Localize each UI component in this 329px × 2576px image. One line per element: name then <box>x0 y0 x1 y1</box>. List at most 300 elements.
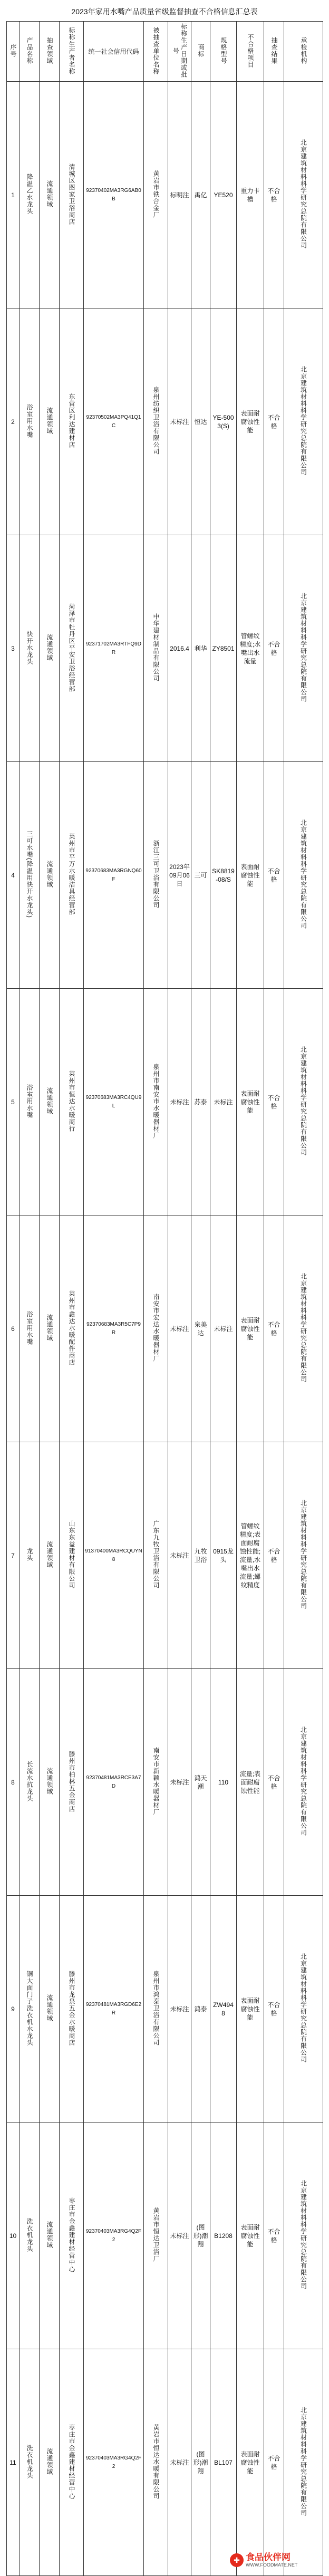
cell-text-code: 92370481MA3RCE3A7D <box>86 1774 141 1789</box>
cell-text-item: 流量;表面耐腐蚀性能 <box>239 1770 261 1794</box>
watermark-url: WWW.FOODMATE.NET <box>246 2562 298 2568</box>
cell-text-inst: 北京建筑材料科学研究总院有限公司 <box>299 819 307 929</box>
cell-text-unit: 泉州市南安市水暖器材厂 <box>152 1063 160 1139</box>
cell-model <box>210 1896 237 2122</box>
cell-text-code: 92370403MA3RG4Q2F2 <box>85 2455 142 2469</box>
cell-text-item: 重力卡槽 <box>240 187 260 203</box>
table-row <box>7 82 323 308</box>
cell-text-no: 9 <box>11 2005 15 2013</box>
column-header-label: 序号 <box>9 44 17 57</box>
cell-text-maker: 枣庄市金鑫建材经营中心 <box>68 2197 75 2273</box>
cell-text-inst: 北京建筑材料科学研究总院有限公司 <box>299 2180 307 2290</box>
cell-item <box>237 1669 264 1896</box>
cell-text-model: 未标注 <box>214 1325 233 1333</box>
cell-text-code: 92371702MA3RTFQ9DR <box>86 641 141 655</box>
cell-text-unit: 南安市宏达水暖器材厂 <box>152 1294 160 1362</box>
cell-model <box>210 2349 237 2576</box>
column-header-label: 标称生产日期或批号 <box>172 23 188 78</box>
cell-date <box>168 762 191 989</box>
cell-text-no: 11 <box>9 2458 16 2466</box>
column-header-label: 商标 <box>197 44 205 57</box>
cell-text-maker: 枣庄市金鑫建材经营中心 <box>68 2424 75 2500</box>
column-header <box>84 22 144 82</box>
cell-text-area: 流通领域 <box>46 1087 53 1115</box>
column-header-label: 被抽查单位名称 <box>152 26 160 75</box>
cell-brand <box>191 1669 210 1896</box>
cell-text-unit: 中华建材制品有限公司 <box>152 613 160 682</box>
cell-text-model: ZY8501 <box>212 644 235 652</box>
cell-text-unit: 南安市新颖水暖器材厂 <box>152 1747 160 1816</box>
cell-model <box>210 308 237 535</box>
cell-product <box>20 1669 40 1896</box>
cell-code <box>84 2349 144 2576</box>
cell-text-result: 不合格 <box>267 640 280 657</box>
cell-text-product: 长流水抗龙头 <box>26 1761 33 1802</box>
cell-text-no: 5 <box>11 1098 15 1106</box>
cell-text-date: 未标注 <box>170 418 189 426</box>
cell-model <box>210 989 237 1215</box>
cell-text-model: 0915龙头 <box>213 1547 234 1564</box>
cell-text-date: 未标注 <box>170 1778 189 1786</box>
cell-text-item: 表面耐腐蚀性能 <box>240 2450 260 2475</box>
cell-product <box>20 1442 40 1669</box>
cell-text-no: 4 <box>11 871 15 879</box>
cell-inst <box>284 1215 323 1442</box>
cell-area <box>40 308 60 535</box>
cell-text-code: 92370683MA3RC4QU9L <box>85 1094 142 1109</box>
cell-text-inst: 北京建筑材料科学研究总院有限公司 <box>299 593 307 702</box>
cell-area <box>40 762 60 989</box>
cell-text-brand: 泉美达 <box>194 1320 207 1337</box>
cell-code <box>84 535 144 762</box>
cell-text-result: 不合格 <box>267 1547 280 1564</box>
cell-product <box>20 82 40 308</box>
cell-area <box>40 2122 60 2349</box>
cell-unit <box>144 82 168 308</box>
cell-maker <box>60 2349 84 2576</box>
cell-brand <box>191 82 210 308</box>
cell-maker <box>60 989 84 1215</box>
cell-text-area: 流通领域 <box>46 407 53 435</box>
cell-text-product: 洗衣机龙头 <box>26 2444 33 2479</box>
cell-unit <box>144 535 168 762</box>
cell-text-model: SK8819-08/S <box>212 867 235 883</box>
cell-product <box>20 2349 40 2576</box>
cell-product <box>20 535 40 762</box>
cell-model <box>210 762 237 989</box>
cell-area <box>40 1215 60 1442</box>
column-header <box>144 22 168 82</box>
cell-text-no: 8 <box>11 1778 15 1786</box>
cell-code <box>84 762 144 989</box>
cell-area <box>40 1896 60 2122</box>
cell-model <box>210 82 237 308</box>
cell-brand <box>191 535 210 762</box>
cell-text-brand: 三可 <box>194 871 207 879</box>
cell-maker <box>60 308 84 535</box>
cell-product <box>20 1215 40 1442</box>
cell-text-item: 表面耐腐蚀性能 <box>240 863 260 887</box>
cell-text-area: 流通领域 <box>46 1994 53 2022</box>
cell-text-maker: 莱州市鑫达水暖配件商店 <box>68 1290 75 1366</box>
cell-no <box>7 762 20 989</box>
cell-inst <box>284 535 323 762</box>
cell-unit <box>144 1669 168 1896</box>
cell-text-maker: 滕州市柏林五金商店 <box>68 1750 75 1812</box>
cell-text-area: 流通领域 <box>46 1768 53 1795</box>
cell-brand <box>191 989 210 1215</box>
cell-text-brand: (图形)潮翔 <box>193 2223 208 2248</box>
cell-brand <box>191 2349 210 2576</box>
cell-date <box>168 308 191 535</box>
header-row <box>7 22 323 82</box>
cell-item <box>237 535 264 762</box>
cell-text-model: YE520 <box>214 191 233 199</box>
cell-inst <box>284 1896 323 2122</box>
cell-text-product: 洗衣机龙头 <box>26 2217 33 2252</box>
cell-code <box>84 989 144 1215</box>
cell-item <box>237 308 264 535</box>
cell-text-brand: 苏泰 <box>194 1098 207 1106</box>
cell-text-inst: 北京建筑材料科学研究总院有限公司 <box>299 2407 307 2516</box>
cell-text-model: 110 <box>218 1778 229 1786</box>
cell-inst <box>284 2349 323 2576</box>
cell-maker <box>60 1896 84 2122</box>
cell-no <box>7 2122 20 2349</box>
cell-inst <box>284 82 323 308</box>
cell-text-product: 龙头 <box>26 1548 33 1561</box>
column-header <box>284 22 323 82</box>
cell-text-brand: 恒达 <box>194 418 207 426</box>
cell-product <box>20 2122 40 2349</box>
cell-area <box>40 82 60 308</box>
cell-inst <box>284 2122 323 2349</box>
cell-maker <box>60 1669 84 1896</box>
cell-no <box>7 1215 20 1442</box>
cell-result <box>264 2122 284 2349</box>
cell-text-result: 不合格 <box>267 2227 280 2244</box>
cell-area <box>40 2349 60 2576</box>
cell-brand <box>191 308 210 535</box>
column-header-label: 抽查领域 <box>46 37 53 64</box>
cell-text-no: 10 <box>9 2232 17 2240</box>
cell-text-model: B1208 <box>214 2232 233 2240</box>
cell-unit <box>144 1442 168 1669</box>
cell-no <box>7 308 20 535</box>
cell-model <box>210 1215 237 1442</box>
table-row <box>7 1896 323 2122</box>
cell-text-code: 92370481MA3RGD6E2R <box>85 2001 142 2016</box>
cell-unit <box>144 308 168 535</box>
cell-brand <box>191 1896 210 2122</box>
cell-text-inst: 北京建筑材料科学研究总院有限公司 <box>299 1046 307 1156</box>
cell-text-item: 表面耐腐蚀性能 <box>240 409 260 434</box>
column-header-label: 产品名称 <box>26 37 33 64</box>
cell-text-date: 未标注 <box>170 2232 189 2240</box>
cell-result <box>264 308 284 535</box>
cell-result <box>264 1215 284 1442</box>
cell-date <box>168 1896 191 2122</box>
cell-text-maker: 莱州市平万水暖洁具经营部 <box>68 833 75 915</box>
cell-text-maker: 莱州市恒达水暖商行 <box>68 1070 75 1132</box>
cell-text-maker: 菏泽市牡丹区平安卫浴经营部 <box>68 603 75 692</box>
cell-item <box>237 2122 264 2349</box>
cell-text-date: 2016.4 <box>170 644 189 652</box>
cell-text-unit: 广东九牧卫浴有限公司 <box>152 1520 160 1589</box>
cell-text-item: 管螺纹精度;水嘴出水流量 <box>239 632 261 665</box>
cell-text-area: 流通领域 <box>46 2448 53 2475</box>
column-header <box>237 22 264 82</box>
cell-model <box>210 2122 237 2349</box>
column-header <box>264 22 284 82</box>
cell-product <box>20 308 40 535</box>
cell-maker <box>60 1215 84 1442</box>
cell-product <box>20 989 40 1215</box>
cell-text-no: 1 <box>11 191 15 199</box>
cell-text-product: 浴室用水嘴 <box>26 1084 33 1118</box>
column-header <box>191 22 210 82</box>
cell-text-model: BL107 <box>214 2458 233 2466</box>
cell-maker <box>60 762 84 989</box>
cell-text-date: 未标注 <box>170 1098 189 1106</box>
table-row <box>7 308 323 535</box>
cell-text-brand: 鸿天潮 <box>194 1774 207 1790</box>
cell-text-inst: 北京建筑材料科学研究总院有限公司 <box>299 366 307 476</box>
cell-date <box>168 2349 191 2576</box>
cell-text-product: 三可水嘴(降温用快开水龙头) <box>26 831 33 918</box>
cell-text-code: 92370683MA3RGNQ60F <box>85 867 142 882</box>
column-header-label: 统一社会信用代码 <box>88 47 139 55</box>
cell-result <box>264 1896 284 2122</box>
watermark <box>230 2551 325 2569</box>
cell-text-code: 92370402MA3RG6AB0B <box>86 187 141 202</box>
cell-code <box>84 1896 144 2122</box>
cell-text-inst: 北京建筑材料科学研究总院有限公司 <box>299 1726 307 1836</box>
cell-text-area: 流通领域 <box>46 634 53 661</box>
cell-no <box>7 1669 20 1896</box>
cell-text-date: 未标注 <box>170 1551 189 1559</box>
cell-text-result: 不合格 <box>267 187 280 203</box>
cell-no <box>7 535 20 762</box>
column-header-label: 抽查结果 <box>270 37 278 64</box>
cell-text-item: 表面耐腐蚀性能 <box>240 1089 260 1114</box>
cell-text-item: 表面耐腐蚀性能 <box>240 1316 260 1341</box>
column-header <box>210 22 237 82</box>
cell-text-inst: 北京建筑材料科学研究总院有限公司 <box>299 139 307 249</box>
cell-unit <box>144 989 168 1215</box>
cell-text-maker: 山东东益建材有限公司 <box>68 1520 75 1589</box>
cell-code <box>84 308 144 535</box>
cell-result <box>264 1442 284 1669</box>
cell-text-maker: 滕州市龙泉五金水暖商店 <box>68 1970 75 2046</box>
cell-item <box>237 2349 264 2576</box>
cell-result <box>264 1669 284 1896</box>
cell-maker <box>60 2122 84 2349</box>
column-header <box>168 22 191 82</box>
cell-code <box>84 82 144 308</box>
cell-text-item: 表面耐腐蚀性能 <box>240 1996 260 2021</box>
nonconformity-table <box>6 21 323 2576</box>
cell-text-brand: 利华 <box>194 644 207 652</box>
cell-text-brand: 禹亿 <box>194 191 207 199</box>
cell-product <box>20 1896 40 2122</box>
cell-no <box>7 1442 20 1669</box>
cell-inst <box>284 1442 323 1669</box>
cell-brand <box>191 2122 210 2349</box>
cell-maker <box>60 1442 84 1669</box>
cell-text-date: 未标注 <box>170 1325 189 1333</box>
document-title: 2023年家用水嘴产品质量省级监督抽查不合格信息汇总表 <box>71 7 258 16</box>
cell-date <box>168 535 191 762</box>
column-header-label: 标称生产者名称 <box>68 26 75 75</box>
cell-text-date: 2023年09月06日 <box>169 863 190 887</box>
table-row <box>7 2349 323 2576</box>
cell-text-unit: 泉州纺织卫浴有限公司 <box>152 387 160 455</box>
cell-model <box>210 535 237 762</box>
cell-text-result: 不合格 <box>267 867 280 883</box>
cell-result <box>264 82 284 308</box>
column-header-label: 规格型号 <box>220 37 227 64</box>
cell-unit <box>144 762 168 989</box>
cell-inst <box>284 308 323 535</box>
cell-unit <box>144 2122 168 2349</box>
cell-item <box>237 989 264 1215</box>
cell-product <box>20 762 40 989</box>
cell-text-area: 流通领域 <box>46 1541 53 1568</box>
cell-text-unit: 浙江三可卫浴有限公司 <box>152 840 160 909</box>
cell-text-result: 不合格 <box>267 1320 280 1337</box>
cell-date <box>168 1442 191 1669</box>
cell-text-area: 流通领域 <box>46 180 53 208</box>
cell-maker <box>60 82 84 308</box>
cell-model <box>210 1669 237 1896</box>
cell-brand <box>191 762 210 989</box>
cell-text-result: 不合格 <box>267 2454 280 2471</box>
cell-maker <box>60 535 84 762</box>
cell-text-date: 未标注 <box>170 2005 189 2013</box>
table-row <box>7 989 323 1215</box>
cell-no <box>7 82 20 308</box>
cell-unit <box>144 1215 168 1442</box>
cell-text-inst: 北京建筑材料科学研究总院有限公司 <box>299 1953 307 2063</box>
cell-result <box>264 2349 284 2576</box>
cell-text-maker: 清城区图家卫浴商店 <box>68 163 75 225</box>
cell-text-no: 7 <box>11 1551 15 1559</box>
cell-text-item: 表面耐腐蚀性能 <box>240 2223 260 2248</box>
cell-text-model: ZW4948 <box>213 2001 234 2017</box>
cell-text-unit: 黄岩市铁合金厂 <box>152 170 160 218</box>
table-row <box>7 535 323 762</box>
cell-result <box>264 762 284 989</box>
cell-no <box>7 1896 20 2122</box>
cell-item <box>237 1896 264 2122</box>
cell-text-product: 铜大面门子洗衣机水龙头 <box>26 1970 33 2046</box>
watermark-brand: 食品伙伴网 <box>246 2552 291 2562</box>
cell-text-no: 6 <box>11 1325 15 1333</box>
cell-text-maker: 东营区利达建材店 <box>68 393 75 448</box>
cell-area <box>40 989 60 1215</box>
cell-text-no: 3 <box>11 644 15 652</box>
cell-text-code: 91370400MA3RCQUYN8 <box>85 1548 142 1562</box>
cell-result <box>264 535 284 762</box>
column-header <box>60 22 84 82</box>
cell-unit <box>144 1896 168 2122</box>
cell-text-unit: 黄岩市恒达卫浴厂 <box>152 2207 160 2262</box>
column-header-label: 承检机构 <box>300 37 307 64</box>
cell-text-result: 不合格 <box>267 2001 280 2017</box>
cell-text-area: 流通领域 <box>46 2221 53 2249</box>
cell-inst <box>284 762 323 989</box>
cell-no <box>7 2349 20 2576</box>
cell-unit <box>144 2349 168 2576</box>
column-header-label: 不合格项目 <box>247 33 254 68</box>
cell-text-result: 不合格 <box>267 1094 280 1110</box>
cell-text-unit: 泉州市鸿泰卫浴有限公司 <box>152 1970 160 2046</box>
cell-text-brand: 九牧卫浴 <box>194 1547 207 1564</box>
cell-result <box>264 989 284 1215</box>
cell-text-brand: 鸿泰 <box>194 2005 207 2013</box>
table-row <box>7 2122 323 2349</box>
cell-text-area: 流通领域 <box>46 861 53 888</box>
cell-text-code: 92370403MA3RG4Q2F2 <box>85 2228 142 2243</box>
cell-text-code: 92370502MA3PQ41Q1C <box>86 414 141 429</box>
cell-code <box>84 2122 144 2349</box>
cell-text-product: 浴室用水嘴 <box>26 1310 33 1345</box>
cell-code <box>84 1669 144 1896</box>
table-row <box>7 1669 323 1896</box>
cell-text-code: 92370683MA3R5C7P9R <box>86 1321 141 1336</box>
cell-item <box>237 762 264 989</box>
cell-brand <box>191 1215 210 1442</box>
cell-text-date: 未标注 <box>170 2458 189 2466</box>
cell-date <box>168 1669 191 1896</box>
table-row <box>7 1442 323 1669</box>
cell-date <box>168 82 191 308</box>
cell-date <box>168 989 191 1215</box>
cell-text-product: 降温乙水龙头 <box>26 173 33 215</box>
cell-text-product: 浴室用水嘴 <box>26 403 33 438</box>
cell-text-area: 流通领域 <box>46 1314 53 1342</box>
cell-text-inst: 北京建筑材料科学研究总院有限公司 <box>299 1500 307 1609</box>
cell-code <box>84 1442 144 1669</box>
column-header <box>7 22 20 82</box>
cell-text-model: YE-5003(S) <box>212 413 234 430</box>
cell-item <box>237 1442 264 1669</box>
cell-text-brand: (图形)潮翔 <box>193 2450 208 2475</box>
cell-text-unit: 黄岩市恒达水暖有限公司 <box>152 2424 160 2500</box>
column-header <box>20 22 40 82</box>
cell-text-model: 未标注 <box>214 1098 233 1106</box>
cell-model <box>210 1442 237 1669</box>
cell-area <box>40 1442 60 1669</box>
cell-text-date: 标明注 <box>170 191 189 199</box>
cell-item <box>237 1215 264 1442</box>
table-row <box>7 1215 323 1442</box>
cell-area <box>40 535 60 762</box>
cell-text-product: 快开水龙头 <box>26 630 33 665</box>
cell-text-item: 管螺纹精度;表面耐腐蚀性能;流量,水嘴出水流量;螺纹精度 <box>239 1522 261 1589</box>
cell-inst <box>284 989 323 1215</box>
cell-text-result: 不合格 <box>267 413 280 430</box>
cell-area <box>40 1669 60 1896</box>
cell-text-inst: 北京建筑材料科学研究总院有限公司 <box>299 1273 307 1383</box>
circle-logo-icon: ✚ <box>230 2553 244 2567</box>
column-header <box>40 22 60 82</box>
table-row <box>7 762 323 989</box>
cell-code <box>84 1215 144 1442</box>
cell-item <box>237 82 264 308</box>
cell-no <box>7 989 20 1215</box>
